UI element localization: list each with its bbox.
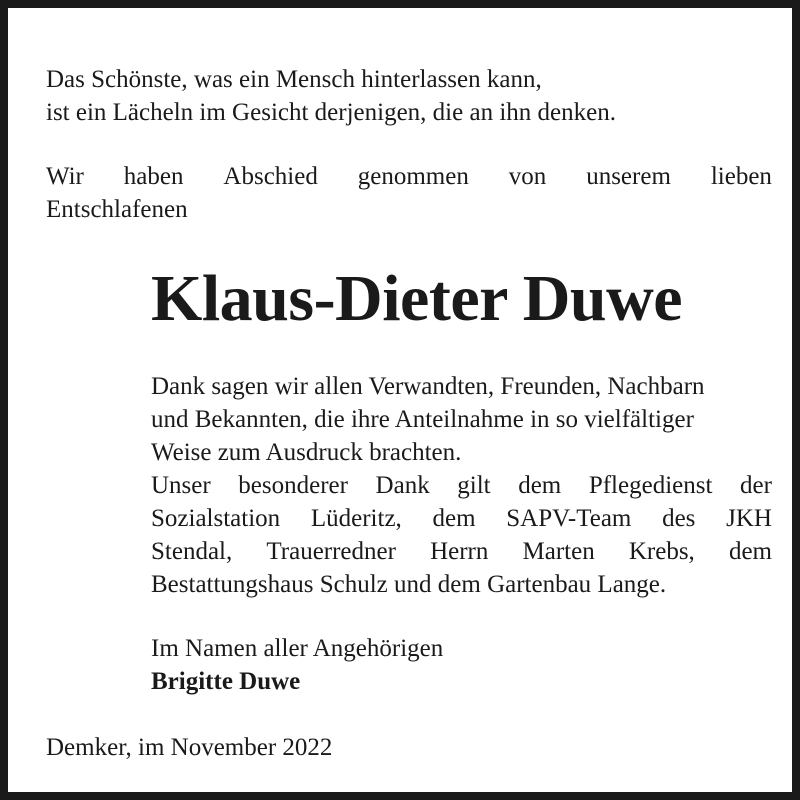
thanks-word: Unser	[151, 472, 211, 499]
thanks-word: Stendal,	[151, 538, 233, 565]
intro-word: genommen	[357, 163, 469, 190]
intro-line-2: Entschlafenen	[46, 196, 188, 223]
thanks-word: der	[740, 472, 772, 499]
thanks-word: Trauerredner	[266, 538, 396, 565]
thanks-line-1: Dank sagen wir allen Verwandten, Freunden, Nachbarn	[151, 373, 705, 400]
thanks-word: Krebs,	[628, 538, 695, 565]
thanks-word: Lüderitz,	[310, 505, 402, 532]
intro-word: von	[508, 163, 547, 190]
quote-line-2: ist ein Lächeln im Gesicht derjenigen, die an ihn denken.	[46, 99, 616, 126]
thanks-word: dem	[432, 505, 476, 532]
intro-word: unserem	[586, 163, 671, 190]
thanks-line-3: Weise zum Ausdruck brachten.	[151, 439, 462, 466]
thanks-word: dem	[728, 538, 772, 565]
thanks-word: gilt	[457, 472, 491, 499]
thanks-word: JKH	[726, 505, 772, 532]
thanks-word: dem	[518, 472, 562, 499]
place-date: Demker, im November 2022	[46, 734, 333, 761]
thanks-word: besonderer	[238, 472, 348, 499]
thanks-word: Pflegedienst	[588, 472, 713, 499]
intro-word: Abschied	[223, 163, 318, 190]
intro-word: haben	[123, 163, 184, 190]
thanks-word: Marten	[522, 538, 595, 565]
thanks-line-2: und Bekannten, die ihre Anteilnahme in so vielfältiger	[151, 406, 694, 433]
intro-line-1	[46, 164, 772, 189]
thanks-word: des	[662, 505, 696, 532]
quote-line-1: Das Schönste, was ein Mensch hinterlassen kann,	[46, 66, 542, 93]
deceased-name: Klaus-Dieter Duwe	[151, 262, 683, 335]
intro-word: lieben	[710, 163, 772, 190]
thanks-line-4	[151, 473, 772, 498]
thanks-word: Dank	[375, 472, 430, 499]
thanks-word: Sozialstation	[151, 505, 281, 532]
intro-word: Wir	[46, 163, 84, 190]
signatory-name: Brigitte Duwe	[151, 668, 301, 695]
thanks-line-7: Bestattungshaus Schulz und dem Gartenbau Lange.	[151, 571, 667, 598]
thanks-line-5	[151, 506, 772, 531]
thanks-word: SAPV-Team	[506, 505, 632, 532]
thanks-word: Herrn	[430, 538, 489, 565]
thanks-line-6	[151, 539, 772, 564]
on-behalf-line: Im Namen aller Angehörigen	[151, 635, 444, 662]
